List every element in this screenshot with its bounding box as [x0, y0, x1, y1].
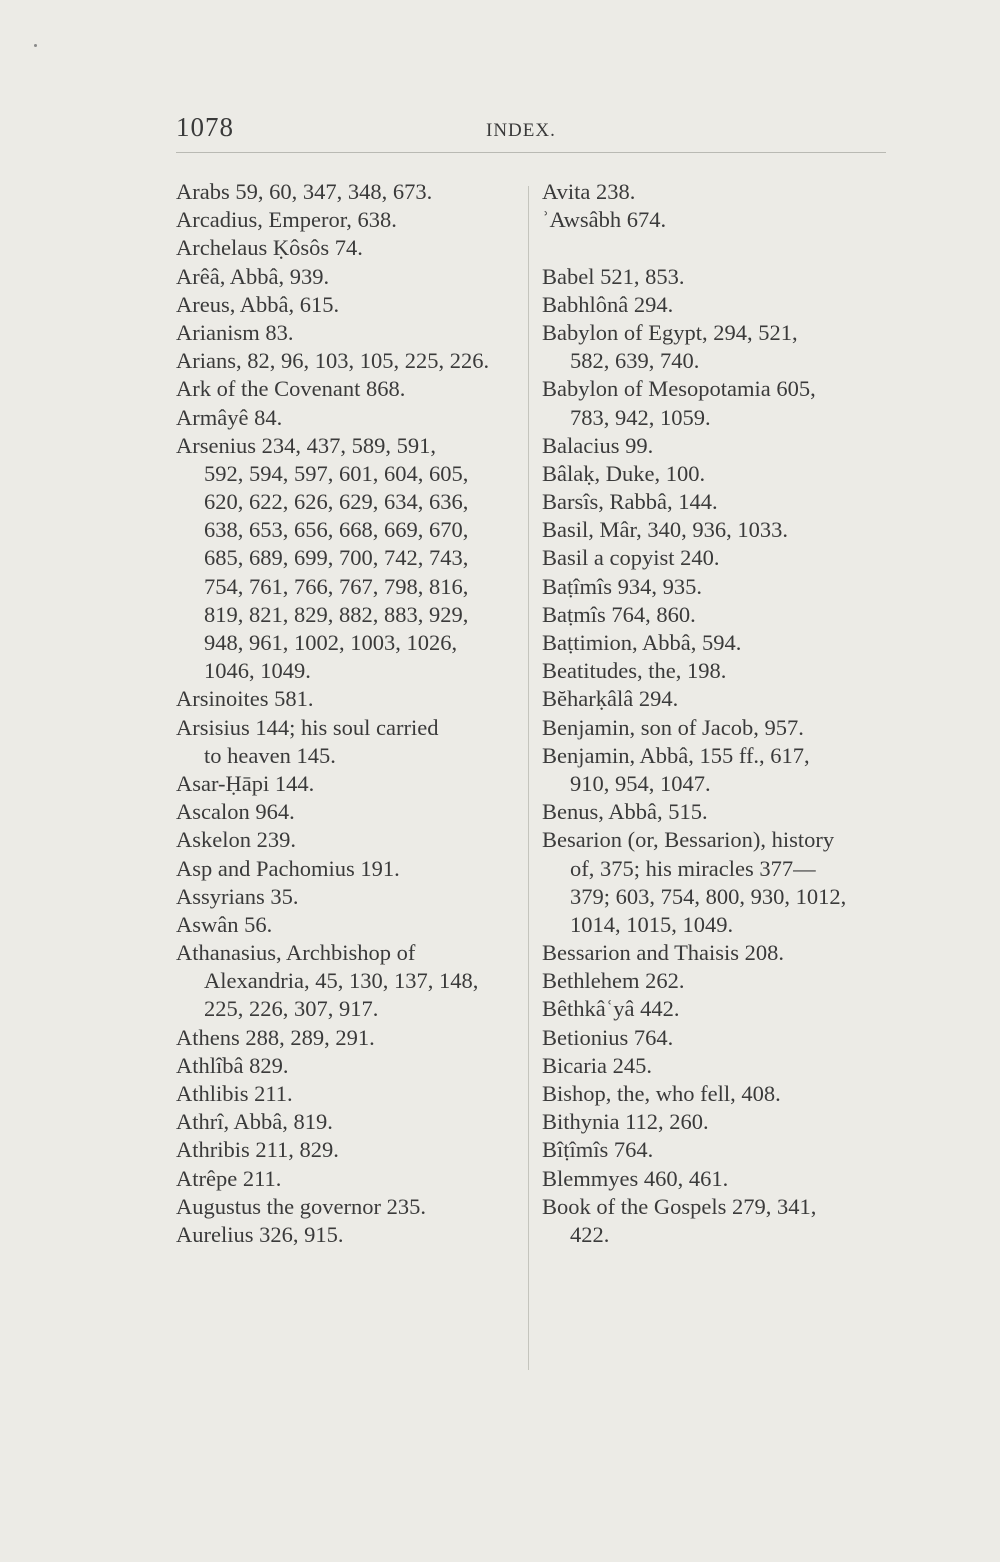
index-entry-continuation: 592, 594, 597, 601, 604, 605,	[204, 460, 469, 486]
index-entry: Babel 521, 853.	[542, 263, 685, 289]
header-rule	[176, 152, 886, 153]
index-entry: Babhlônâ 294.	[542, 291, 674, 317]
index-entry: Armâyê 84.	[176, 404, 283, 430]
index-entry-continuation: 620, 622, 626, 629, 634, 636,	[204, 489, 469, 515]
page-header	[176, 112, 886, 152]
index-entry: Bîṭîmîs 764.	[542, 1137, 654, 1163]
index-entry: Asp and Pachomius 191.	[176, 855, 400, 881]
index-entry: Athlîbâ 829.	[176, 1052, 289, 1078]
index-entry: Askelon 239.	[176, 827, 296, 853]
index-entry-continuation: 685, 689, 699, 700, 742, 743,	[204, 545, 469, 571]
index-entry-continuation: 638, 653, 656, 668, 669, 670,	[204, 517, 469, 543]
index-entry: Basil a copyist 240.	[542, 545, 720, 571]
index-entry-continuation: Alexandria, 45, 130, 137, 148,	[204, 968, 479, 994]
index-entry: Areus, Abbâ, 615.	[176, 291, 340, 317]
index-entry: Bessarion and Thaisis 208.	[542, 940, 785, 966]
index-entry: Athlibis 211.	[176, 1081, 293, 1106]
index-entry: Bithynia 112, 260.	[542, 1109, 709, 1135]
index-entry: Arsinoites 581.	[176, 686, 314, 712]
index-entry: Babylon of Egypt, 294, 521,	[542, 319, 798, 345]
index-entry: Aswân 56.	[176, 911, 273, 937]
index-entry-continuation: 422.	[570, 1221, 610, 1247]
index-entry: Balacius 99.	[542, 432, 654, 458]
index-entry: Benus, Abbâ, 515.	[542, 799, 708, 825]
index-entry: Archelaus Ḳôsôs 74.	[176, 235, 363, 261]
index-entry: Benjamin, son of Jacob, 957.	[542, 714, 804, 740]
index-entry: Barsîs, Rabbâ, 144.	[542, 489, 718, 515]
index-entry: Baṭtimion, Abbâ, 594.	[542, 630, 742, 655]
index-entry-continuation: 910, 954, 1047.	[570, 770, 711, 796]
index-entry: Assyrians 35.	[176, 883, 299, 909]
index-entry: Bethlehem 262.	[542, 968, 685, 994]
index-entry: Arcadius, Emperor, 638.	[176, 207, 397, 233]
index-entry: Arabs 59, 60, 347, 348, 673.	[176, 179, 433, 204]
index-entry: Benjamin, Abbâ, 155 ff., 617,	[542, 742, 810, 768]
index-entry: ʾAwsâbh 674.	[542, 207, 667, 233]
index-entry: Athens 288, 289, 291.	[176, 1024, 375, 1050]
index-entry: Baṭîmîs 934, 935.	[542, 573, 703, 599]
index-entry: Bâlaḳ, Duke, 100.	[542, 460, 706, 486]
index-column-right	[542, 178, 892, 1249]
index-entry: Arsenius 234, 437, 589, 591,	[176, 432, 436, 458]
index-entry-continuation: of, 375; his miracles 377—	[570, 855, 816, 881]
index-entry-continuation: 582, 639, 740.	[570, 348, 700, 374]
index-entry-continuation: 948, 961, 1002, 1003, 1026,	[204, 630, 458, 655]
running-title: INDEX.	[486, 120, 556, 141]
index-entry: Blemmyes 460, 461.	[542, 1165, 729, 1191]
index-entry: Bicaria 245.	[542, 1052, 652, 1078]
index-entry-continuation: 783, 942, 1059.	[570, 404, 711, 430]
index-entry: Athribis 211, 829.	[176, 1137, 339, 1163]
index-entry: Augustus the governor 235.	[176, 1193, 426, 1219]
index-entry: Ascalon 964.	[176, 799, 295, 825]
index-entry: Arians, 82, 96, 103, 105, 225, 226.	[176, 348, 490, 374]
index-entry-continuation: 1014, 1015, 1049.	[570, 911, 734, 937]
index-entry: Athanasius, Archbishop of	[176, 940, 416, 966]
index-entry: Athrî, Abbâ, 819.	[176, 1109, 333, 1135]
index-entry: Book of the Gospels 279, 341,	[542, 1193, 817, 1219]
index-entry: Beatitudes, the, 198.	[542, 658, 727, 684]
index-entry-continuation: 379; 603, 754, 800, 930, 1012,	[570, 883, 847, 909]
page-number: 1078	[176, 112, 234, 142]
index-entry: Bĕharḳâlâ 294.	[542, 686, 679, 712]
index-entry: Ark of the Covenant 868.	[176, 376, 406, 402]
index-entry-continuation: to heaven 145.	[204, 742, 336, 768]
index-entry: Arianism 83.	[176, 319, 294, 345]
index-entry: Arêâ, Abbâ, 939.	[176, 263, 330, 289]
index-entry: Betionius 764.	[542, 1024, 674, 1050]
index-entry-continuation: 754, 761, 766, 767, 798, 816,	[204, 573, 469, 599]
index-entry-continuation: 225, 226, 307, 917.	[204, 996, 379, 1022]
index-entry: Avita 238.	[542, 179, 636, 204]
index-entry: Aurelius 326, 915.	[176, 1221, 344, 1247]
index-entry: Basil, Mâr, 340, 936, 1033.	[542, 517, 788, 543]
index-entry: Arsisius 144; his soul carried	[176, 714, 439, 740]
index-entry: Baṭmîs 764, 860.	[542, 601, 696, 627]
index-entry: Asar-Ḥāpi 144.	[176, 770, 315, 796]
index-column-left	[176, 178, 521, 1249]
index-entry-continuation: 1046, 1049.	[204, 658, 311, 684]
column-divider	[528, 186, 529, 1370]
index-entry: Bêthkâʿyâ 442.	[542, 996, 680, 1022]
index-entry-continuation: 819, 821, 829, 882, 883, 929,	[204, 601, 469, 627]
paper-speck	[34, 44, 37, 47]
index-entry: Atrêpe 211.	[176, 1165, 282, 1191]
index-entry: Besarion (or, Bessarion), history	[542, 827, 835, 853]
index-gap	[542, 234, 892, 262]
index-entry: Babylon of Mesopotamia 605,	[542, 376, 816, 402]
index-entry: Bishop, the, who fell, 408.	[542, 1081, 781, 1106]
